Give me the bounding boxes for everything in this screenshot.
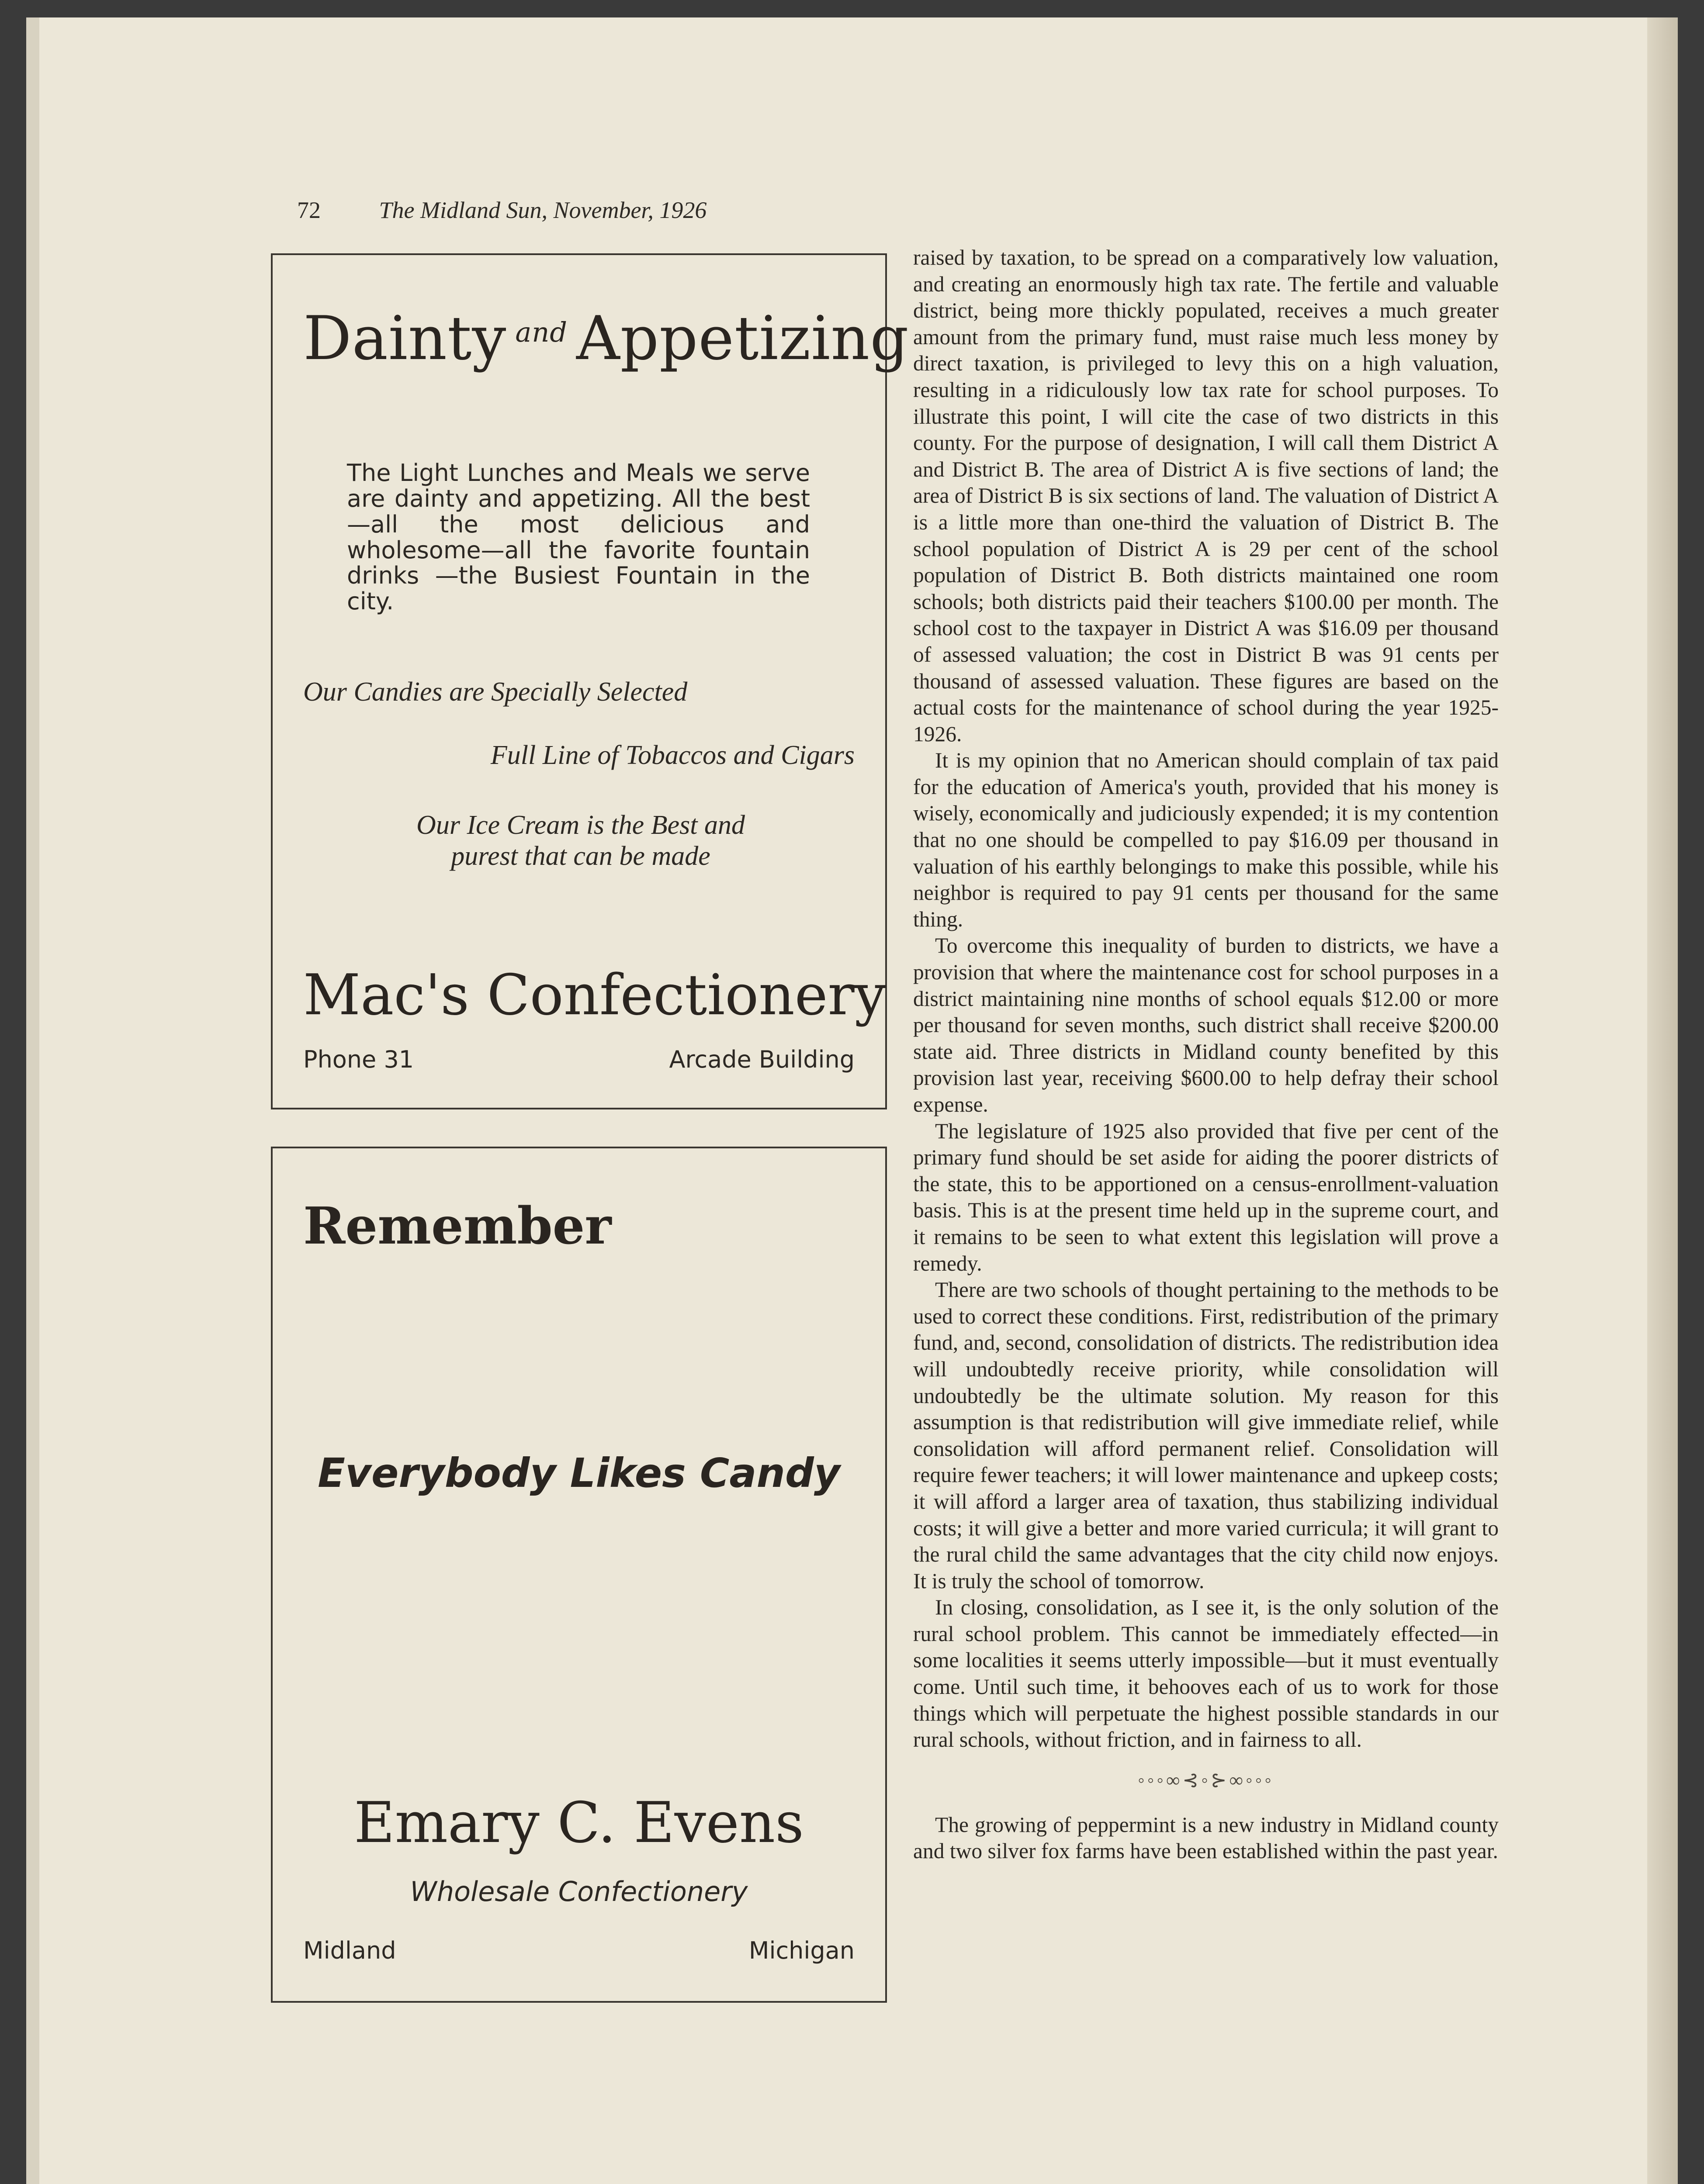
ad-tagline: Everybody Likes Candy [318,1450,840,1496]
phone-number: Phone 31 [303,1046,414,1073]
tobacco-line: Full Line of Tobaccos and Cigars [490,740,855,770]
headline-and: and [515,316,568,348]
emary-evens-ad [271,1147,887,2003]
business-location: Arcade Building [669,1046,855,1073]
ad-headline: Remember [303,1196,612,1256]
article-column [913,245,1499,1865]
news-note: The growing of peppermint is a new industry in Midland county and two silver fox farms have been established within the past year. [913,1812,1499,1863]
page-number: 72 [297,197,321,223]
city: Midland [303,1937,396,1964]
ad-description: The Light Lunches and Meals we serve are dainty and appetizing. All the best—all the most delicious and wholesome—all the favorite fountain drinks —the Busiest Fountain in the city. [347,459,810,615]
macs-confectionery-ad [271,253,909,1109]
article-paragraph: There are two schools of thought pertaining to the methods to be used to correct these conditions. First, redistribution of the primary fund, and, second, consolidation of districts. The redistribution idea will undoubtedly receive priority, while consolidation will undoubtedly be the ultimate solution. My reason for this assumption is that redistribution will give immediate relief, while consolidation will afford permanent relief. Consolidation will require fewer teachers; it will lower maintenance and upkeep costs; it will afford a larger area of taxation, thus stabilizing individual costs; it will give a better and more varied curricula; it will grant to the rural child the same advantages that the city child now enjoys. It is truly the school of tomorrow. [913,1278,1499,1593]
article-paragraph: In closing, consolidation, as I see it, is the only solution of the rural school problem. This cannot be immediately effected—in some localities it seems utterly impossible—but it must eventually come. Until such time, it behooves each of us to work for those things which will perpetuate the highest possible standards in our rural schools, without friction, and in fairness to all. [913,1595,1499,1752]
running-head [297,197,707,224]
candies-line: Our Candies are Specially Selected [303,677,688,707]
business-name: Emary C. Evens [354,1790,804,1856]
magazine-page [26,17,1678,2184]
business-name: Mac's Confectionery [303,963,886,1028]
article-paragraph: The legislature of 1925 also provided that five per cent of the primary fund should be set aside for aiding the poorer districts of the state, this to be apportioned on a census-enrollment-valuation basis. This is at the present time held up in the supreme court, and it remains to be seen to what extent this legislation will prove a remedy. [913,1119,1499,1275]
headline-dainty: Dainty [303,303,507,373]
article-paragraph: To overcome this inequality of burden to districts, we have a provision that where the maintenance cost for school purposes in a district maintaining nine months of school equals $12.00 or more per thousand for seven months, such district shall receive $200.00 state aid. Three districts in Midland county benefited by this provision last year, receiving $600.00 to help defray their school expense. [913,933,1499,1116]
ad-headline [303,303,909,373]
publication-title: The Midland Sun, November, 1926 [379,197,707,223]
article-paragraph: raised by taxation, to be spread on a comparatively low valuation, and creating an enormously high tax rate. The fertile and valuable district, being more thickly populated, receives a much greater amount from the primary fund, must raise much less money by direct taxation, is privileged to levy this on a high valuation, resulting in a ridiculously low tax rate for school purposes. To illustrate this point, I will cite the case of two districts in this county. For the purpose of designation, I will call them District A and District B. The area of District A is five sections of land; the area of District B is six sections of land. The valuation of District A is a little more than one-third the valuation of District B. The school population of District A is 29 per cent of the school population of District B. Both districts maintained one room schools; both districts paid their teachers $100.00 per month. The school cost to the taxpayer in District A was $16.09 per thousand of assessed valuation; the cost in District B was 91 cents per thousand of assessed valuation. These figures are based on the actual costs for the maintenance of school during the year 1925-1926. [913,245,1499,746]
ice-cream-line: Our Ice Cream is the Best and purest that can be made [416,810,745,871]
article-paragraph: It is my opinion that no American should complain of tax paid for the education of America's youth, provided that his money is wisely, economically and judiciously expended; it is my contention that no one should be compelled to pay $16.09 per thousand in valuation of his earthly belongings to make this possible, while his neighbor is required to pay 91 cents per thousand for the same thing. [913,748,1499,931]
headline-appetizing: Appetizing [576,303,909,373]
state: Michigan [748,1937,855,1964]
page-edge [1647,17,1678,2184]
business-subtitle: Wholesale Confectionery [410,1876,748,1908]
ornament-divider: ◦◦◦∞⊰◦⊱∞◦◦◦ [1138,1769,1274,1791]
